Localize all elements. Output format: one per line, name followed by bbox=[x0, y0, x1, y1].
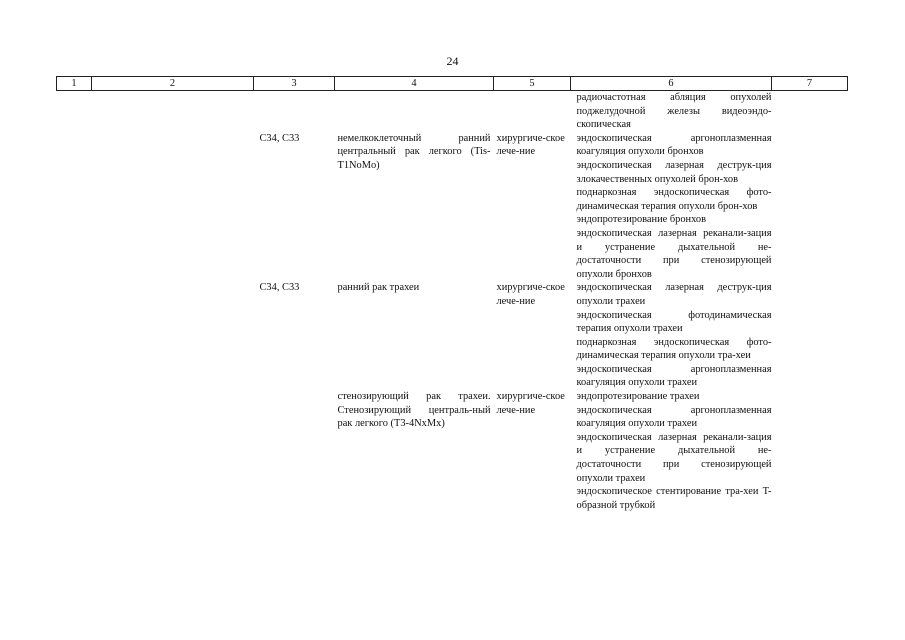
cell-text: хирургиче-ское лече-ние bbox=[496, 132, 565, 158]
method-item: эндопротезирование бронхов bbox=[576, 214, 707, 226]
cell-col-7 bbox=[772, 281, 848, 390]
table-row bbox=[57, 91, 848, 132]
cell-col-1 bbox=[57, 390, 92, 512]
method-item: эндоскопическая лазерная реканали-зация и устранение дыхательной не-достаточности при стенозирующей опухоли трахеи bbox=[576, 431, 772, 484]
cell-col-4 bbox=[335, 390, 494, 512]
cell-col-7 bbox=[772, 132, 848, 282]
cell-col-6 bbox=[571, 390, 772, 512]
cell-col-5 bbox=[494, 91, 571, 132]
cell-col-3 bbox=[254, 390, 335, 512]
cell-col-6 bbox=[571, 281, 772, 390]
page-number: 24 bbox=[446, 54, 459, 68]
method-item: эндоскопическая фотодинамическая терапия опухоли трахеи bbox=[576, 309, 772, 335]
cell-text: C34, C33 bbox=[259, 132, 300, 144]
cell-col-6 bbox=[571, 132, 772, 282]
cell-col-7 bbox=[772, 390, 848, 512]
method-item: эндоскопическая аргоноплазменная коагуляция опухоли бронхов bbox=[576, 132, 772, 158]
cell-col-5 bbox=[494, 390, 571, 512]
cell-text: хирургиче-ское лече-ние bbox=[496, 282, 565, 307]
cell-col-5 bbox=[494, 281, 571, 390]
cell-col-6 bbox=[571, 91, 772, 132]
cell-col-1 bbox=[57, 132, 92, 282]
column-header-1: 1 bbox=[57, 77, 92, 91]
cell-col-2 bbox=[92, 91, 254, 132]
cell-col-2 bbox=[92, 390, 254, 512]
table-row bbox=[57, 390, 848, 512]
column-header-3: 3 bbox=[254, 77, 335, 91]
cell-text: C34, C33 bbox=[259, 282, 300, 294]
column-header-2: 2 bbox=[92, 77, 254, 91]
cell-col-4 bbox=[335, 281, 494, 390]
method-item: эндоскопическое стентирование тра-хеи T-образной трубкой bbox=[576, 486, 772, 511]
cell-col-2 bbox=[92, 132, 254, 282]
method-item: эндоскопическая лазерная деструк-ция опухоли трахеи bbox=[576, 282, 772, 307]
cell-col-1 bbox=[57, 281, 92, 390]
cell-col-3 bbox=[254, 91, 335, 132]
method-item: эндоскопическая лазерная деструк-ция злокачественных опухолей брон-хов bbox=[576, 159, 772, 185]
cell-text: немелкоклеточный ранний центральный рак легкого (Tis-T1NoMo) bbox=[337, 132, 491, 171]
cell-text: стенозирующий рак трахеи. Стенозирующий централь-ный рак легкого (T3-4NxMx) bbox=[337, 391, 491, 430]
column-header-6: 6 bbox=[571, 77, 772, 91]
method-item: эндопротезирование трахеи bbox=[576, 391, 700, 403]
column-header-4: 4 bbox=[335, 77, 494, 91]
document-table bbox=[56, 76, 848, 512]
cell-text: ранний рак трахеи bbox=[337, 282, 420, 294]
column-header-5: 5 bbox=[494, 77, 571, 91]
cell-col-1 bbox=[57, 91, 92, 132]
table-row bbox=[57, 281, 848, 390]
column-header-7: 7 bbox=[772, 77, 848, 91]
cell-col-5 bbox=[494, 132, 571, 282]
method-item: эндоскопическая аргоноплазменная коагуляция опухоли трахеи bbox=[576, 363, 772, 389]
cell-col-4 bbox=[335, 132, 494, 282]
cell-text: хирургиче-ское лече-ние bbox=[496, 391, 565, 416]
method-item: эндоскопическая аргоноплазменная коагуляция опухоли трахеи bbox=[576, 404, 772, 430]
cell-col-3 bbox=[254, 132, 335, 282]
method-item: радиочастотная абляция опухолей поджелудочной железы видеоэндо-скопическая bbox=[576, 92, 772, 131]
table-row bbox=[57, 132, 848, 282]
cell-col-7 bbox=[772, 91, 848, 132]
method-item: эндоскопическая лазерная реканали-зация и устранение дыхательной не-достаточности при стенозирующей опухоли бронхов bbox=[576, 227, 772, 280]
method-item: поднаркозная эндоскопическая фото-динамическая терапия опухоли брон-хов bbox=[576, 187, 772, 212]
table-body bbox=[57, 91, 848, 513]
cell-col-3 bbox=[254, 281, 335, 390]
method-item: поднаркозная эндоскопическая фото-динамическая терапия опухоли тра-хеи bbox=[576, 336, 772, 362]
cell-col-2 bbox=[92, 281, 254, 390]
cell-col-4 bbox=[335, 91, 494, 132]
table-header-row bbox=[57, 77, 848, 91]
